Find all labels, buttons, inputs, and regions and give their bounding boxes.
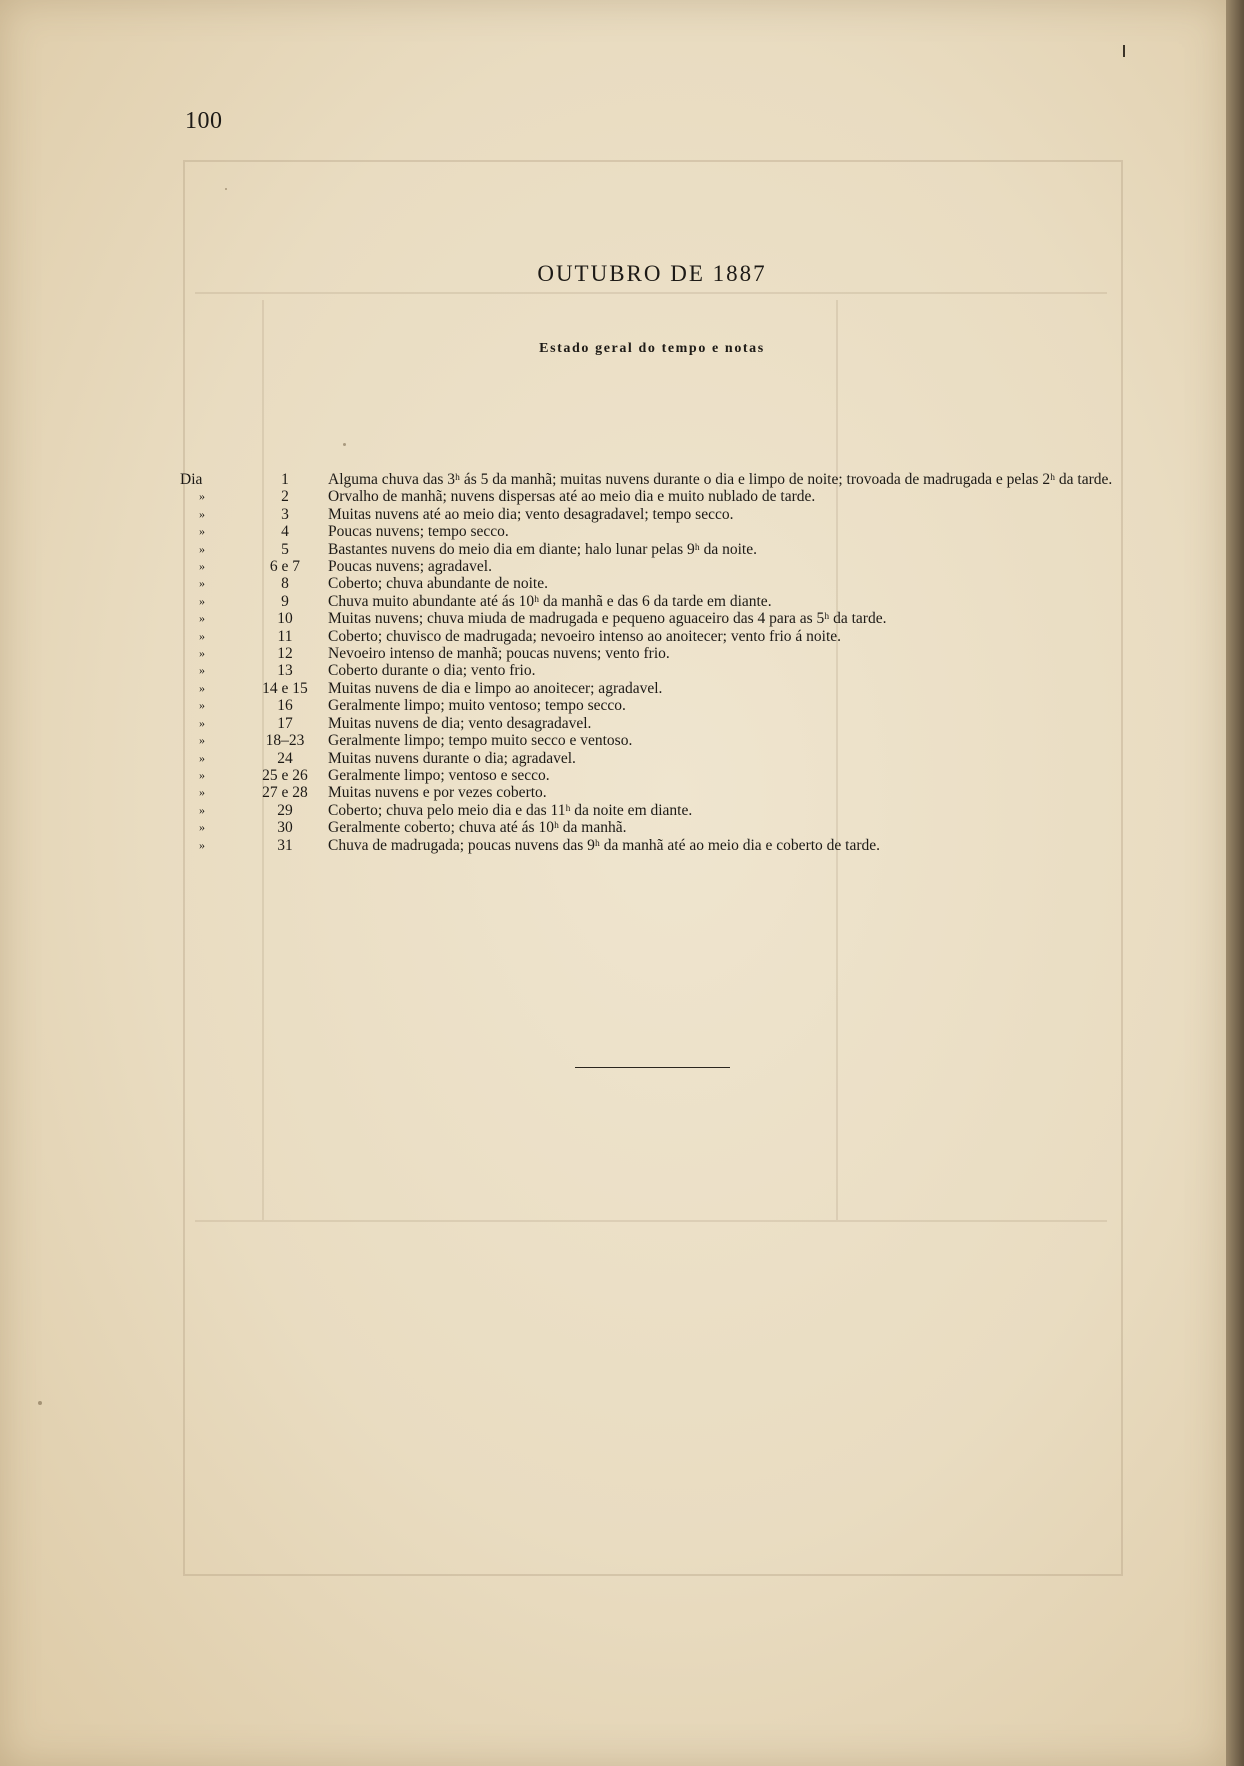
ditto-mark: »	[199, 663, 205, 678]
corner-mark	[1123, 45, 1125, 57]
ditto-mark: »	[199, 680, 205, 695]
weather-note: Chuva muito abundante até ás 10ʰ da manhã e das 6 da tarde em diante.	[328, 592, 772, 610]
list-item	[180, 750, 1120, 767]
list-item	[180, 697, 1120, 714]
ditto-mark: »	[199, 576, 205, 591]
day-number: 17	[277, 714, 293, 732]
list-item	[180, 767, 1120, 784]
list-item	[180, 523, 1120, 540]
ditto-mark: »	[199, 646, 205, 661]
list-item	[180, 610, 1120, 627]
weather-note: Muitas nuvens de dia; vento desagradavel.	[328, 714, 592, 732]
ditto-mark: »	[199, 628, 205, 643]
list-item	[180, 680, 1120, 697]
list-item	[180, 784, 1120, 801]
day-number: 6 e 7	[269, 558, 301, 576]
list-item	[180, 802, 1120, 819]
weather-note: Bastantes nuvens do meio dia em diante; halo lunar pelas 9ʰ da noite.	[328, 540, 757, 558]
page-edge	[1226, 0, 1244, 1766]
day-number: 30	[277, 819, 293, 837]
list-item	[180, 715, 1120, 732]
day-number: 27 e 28	[262, 784, 308, 802]
list-item	[180, 593, 1120, 610]
weather-note: Muitas nuvens; chuva miuda de madrugada e pequeno aguaceiro das 4 para as 5ʰ da tarde.	[328, 610, 887, 628]
day-number: 9	[281, 592, 289, 610]
weather-note: Alguma chuva das 3ʰ ás 5 da manhã; muitas nuvens durante o dia e limpo de noite; trovoada de madrugada e pelas 2ʰ da tarde.	[328, 471, 1113, 488]
day-number: 25 e 26	[262, 766, 308, 784]
weather-note: Coberto; chuvisco de madrugada; nevoeiro intenso ao anoitecer; vento frio á noite.	[328, 627, 842, 645]
closing-rule	[575, 1067, 730, 1068]
day-number: 13	[277, 662, 293, 680]
day-number: 1	[281, 471, 289, 488]
ditto-mark: »	[199, 750, 205, 765]
weather-notes-list	[180, 471, 1120, 854]
list-item	[180, 558, 1120, 575]
weather-note: Coberto durante o dia; vento frio.	[328, 662, 536, 680]
ditto-mark: »	[199, 593, 205, 608]
weather-note: Coberto; chuva abundante de noite.	[328, 575, 548, 593]
list-item	[180, 732, 1120, 749]
weather-note: Muitas nuvens de dia e limpo ao anoitecer; agradavel.	[328, 679, 663, 697]
day-number: 3	[281, 505, 289, 523]
paper-speck	[38, 1401, 42, 1405]
day-number: 24	[277, 749, 293, 767]
ditto-mark: »	[199, 785, 205, 800]
list-item	[180, 488, 1120, 505]
ditto-mark: »	[199, 715, 205, 730]
list-item	[180, 506, 1120, 523]
bleed-through-rule	[195, 1220, 1107, 1222]
weather-note: Muitas nuvens e por vezes coberto.	[328, 784, 547, 802]
day-number: 4	[281, 523, 289, 541]
ditto-mark: »	[199, 820, 205, 835]
list-item	[180, 575, 1120, 592]
ditto-mark: »	[199, 611, 205, 626]
day-number: 16	[277, 697, 293, 715]
section-subtitle: Estado geral do tempo e notas	[539, 341, 765, 356]
weather-note: Orvalho de manhã; nuvens dispersas até ao meio dia e muito nublado de tarde.	[328, 488, 816, 506]
ditto-mark: »	[199, 559, 205, 574]
paper-speck	[343, 443, 346, 446]
day-number: 5	[281, 540, 289, 558]
weather-note: Poucas nuvens; agradavel.	[328, 558, 492, 576]
day-number: 29	[277, 801, 293, 819]
day-number: 8	[281, 575, 289, 593]
bleed-through-frame	[183, 160, 1123, 1576]
weather-note: Geralmente limpo; muito ventoso; tempo secco.	[328, 697, 626, 715]
weather-note: Poucas nuvens; tempo secco.	[328, 523, 509, 541]
ditto-mark: »	[199, 524, 205, 539]
weather-note: Geralmente coberto; chuva até ás 10ʰ da manhã.	[328, 819, 627, 837]
list-item	[180, 541, 1120, 558]
paper-speck	[225, 188, 227, 190]
ditto-mark: »	[199, 837, 205, 852]
list-item	[180, 837, 1120, 854]
day-number: 11	[277, 627, 293, 645]
ditto-mark: »	[199, 698, 205, 713]
weather-note: Nevoeiro intenso de manhã; poucas nuvens; vento frio.	[328, 645, 670, 663]
day-number: 10	[277, 610, 293, 628]
ditto-mark: »	[199, 541, 205, 556]
list-item	[180, 471, 1120, 488]
ditto-mark: »	[199, 489, 205, 504]
page-number: 100	[185, 108, 223, 134]
weather-note: Muitas nuvens durante o dia; agradavel.	[328, 749, 576, 767]
ditto-mark: »	[199, 802, 205, 817]
ditto-mark: »	[199, 733, 205, 748]
list-item	[180, 628, 1120, 645]
weather-note: Geralmente limpo; tempo muito secco e ventoso.	[328, 732, 633, 750]
ditto-mark: »	[199, 506, 205, 521]
list-item	[180, 645, 1120, 662]
day-number: 14 e 15	[262, 679, 308, 697]
day-number: 31	[277, 836, 293, 854]
page-title: OUTUBRO DE 1887	[537, 261, 767, 286]
list-item	[180, 819, 1120, 836]
ditto-mark: »	[199, 767, 205, 782]
weather-note: Coberto; chuva pelo meio dia e das 11ʰ da noite em diante.	[328, 801, 693, 819]
day-number: 18–23	[265, 732, 305, 750]
weather-note: Chuva de madrugada; poucas nuvens das 9ʰ da manhã até ao meio dia e coberto de tarde.	[328, 836, 881, 854]
row-prefix: Dia	[180, 471, 203, 488]
list-item	[180, 662, 1120, 679]
weather-note: Geralmente limpo; ventoso e secco.	[328, 766, 550, 784]
weather-note: Muitas nuvens até ao meio dia; vento desagradavel; tempo secco.	[328, 505, 734, 523]
day-number: 12	[277, 645, 293, 663]
bleed-through-rule	[195, 292, 1107, 294]
day-number: 2	[281, 488, 289, 506]
